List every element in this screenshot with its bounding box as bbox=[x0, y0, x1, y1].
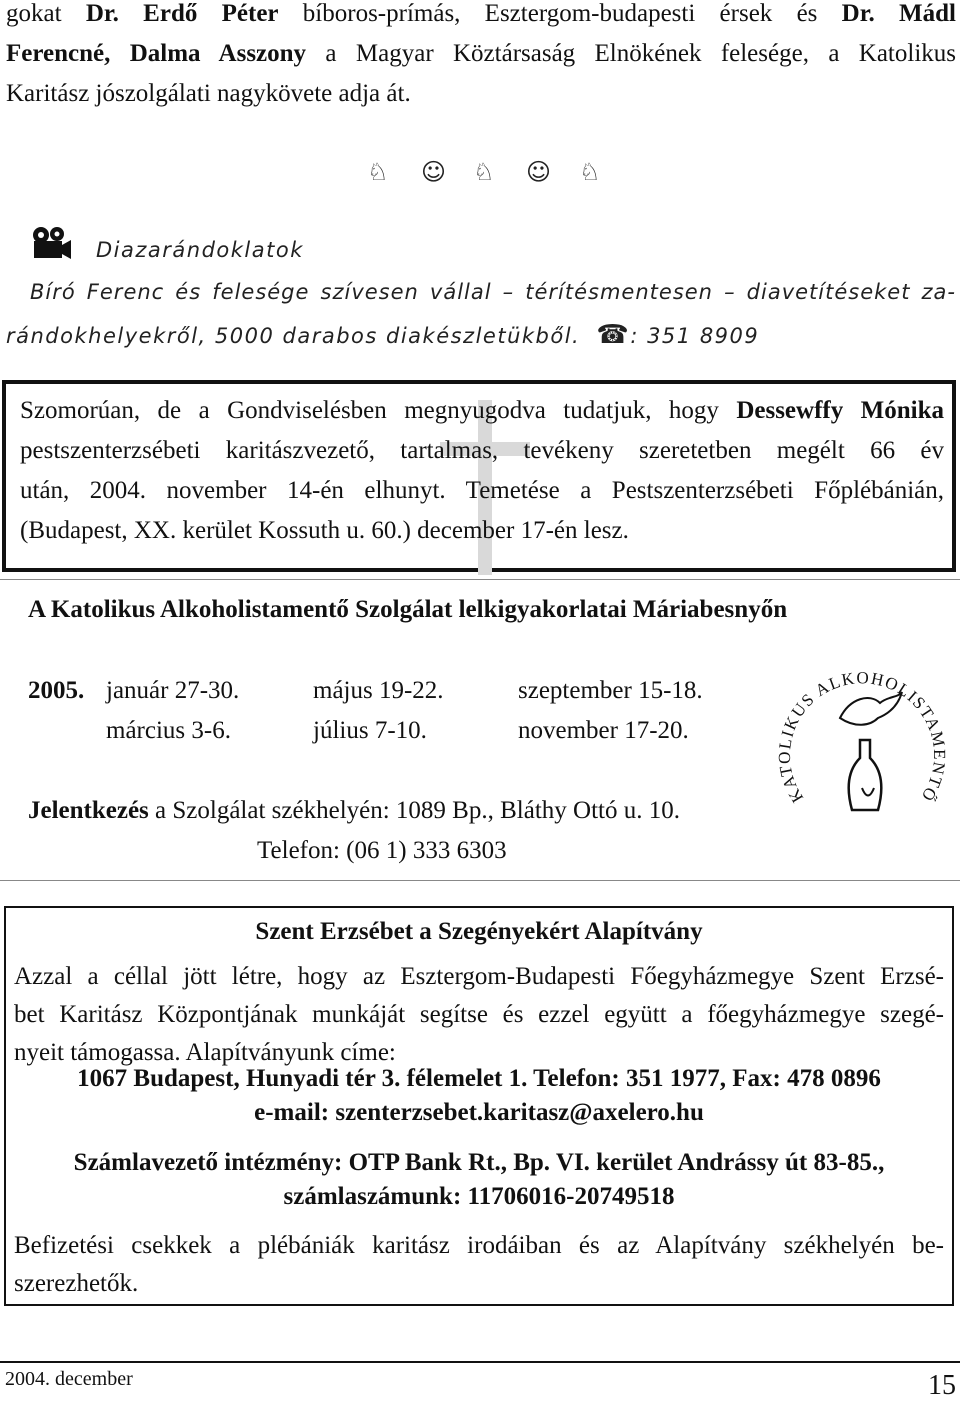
diaz-line-2: rándokhelyekről, 5000 darabos diakészletükből. ☎: 351 8909 bbox=[6, 320, 760, 350]
logo-text: KATOLIKUS ALKOHOLISTAMENTŐ bbox=[774, 668, 950, 806]
mourning-line-1: Szomorúan, de a Gondviselésben megnyugodva tudatjuk, hogy Dessewffy Mónika bbox=[20, 397, 944, 424]
telephone-icon: ☎ bbox=[596, 320, 631, 350]
intro-line-3: Karitász jószolgálati nagykövete adja át. bbox=[6, 80, 411, 107]
camp-date: november 17-20. bbox=[518, 717, 689, 744]
camp-date: július 7-10. bbox=[313, 717, 427, 744]
foundation-address: 1067 Budapest, Hunyadi tér 3. félemelet 1. Telefon: 351 1977, Fax: 478 0896 bbox=[77, 1065, 881, 1092]
mourning-line-2: pestszenterzsébeti karitászvezető, tartalmas, tevékeny szeretetben megélt 66 év bbox=[20, 437, 944, 464]
knight-icon: ♘ bbox=[367, 158, 389, 186]
alkoholistamento-logo bbox=[770, 648, 960, 838]
camp-date: március 3-6. bbox=[106, 717, 231, 744]
foundation-paragraph-2 bbox=[14, 1227, 944, 1303]
mourning-line-3: után, 2004. november 14-én elhunyt. Temetése a Pestszenterzsébeti Főplébánián, bbox=[20, 477, 944, 504]
film-camera-icon bbox=[30, 226, 72, 262]
footer-rule bbox=[0, 1361, 960, 1363]
camp-phone: Telefon: (06 1) 333 6303 bbox=[257, 837, 507, 864]
camp-heading: A Katolikus Alkoholistamentő Szolgálat lelkigyakorlatai Máriabesnyőn bbox=[28, 596, 788, 623]
camp-apply: Jelentkezés a Szolgálat székhelyén: 1089 Bp., Bláthy Ottó u. 10. bbox=[28, 797, 680, 824]
diaz-title: Diazarándoklatok bbox=[96, 238, 304, 262]
mourning-line-4: (Budapest, XX. kerület Kossuth u. 60.) december 17-én lesz. bbox=[20, 517, 629, 544]
camp-date: szeptember 15-18. bbox=[518, 677, 703, 704]
knight-icon: ♘ bbox=[579, 158, 601, 186]
divider bbox=[0, 579, 960, 580]
smiley-icon: ☺ bbox=[526, 158, 552, 186]
foundation-title: Szent Erzsébet a Szegényekért Alapítvány bbox=[255, 918, 703, 945]
foundation-bank: Számlavezető intézmény: OTP Bank Rt., Bp. VI. kerület Andrássy út 83-85., bbox=[73, 1149, 885, 1176]
page-number: 15 bbox=[928, 1370, 956, 1401]
foundation-line: nyeit támogassa. Alapítványunk címe: bbox=[14, 1039, 396, 1066]
foundation-account: számlaszámunk: 11706016-20749518 bbox=[283, 1183, 675, 1210]
smiley-icon: ☺ bbox=[421, 158, 447, 186]
footer-date: 2004. december bbox=[5, 1368, 133, 1390]
camp-year: 2005. bbox=[28, 677, 85, 704]
foundation-line: Azzal a céllal jött létre, hogy az Esztergom-Budapesti Főegyházmegye Szent Erzsé- bbox=[14, 963, 944, 990]
diaz-line-1: Bíró Ferenc és felesége szívesen vállal – térítésmentesen – diavetítéseket za- bbox=[30, 280, 956, 304]
knight-icon: ♘ bbox=[473, 158, 495, 186]
foundation-email: e-mail: szenterzsebet.karitasz@axelero.hu bbox=[254, 1099, 704, 1126]
camp-date: január 27-30. bbox=[106, 677, 240, 704]
diaz-phone: : 351 8909 bbox=[630, 324, 760, 348]
divider bbox=[0, 880, 960, 881]
intro-line-2: Ferencné, Dalma Asszony a Magyar Köztársaság Elnökének felesége, a Katolikus bbox=[6, 40, 956, 67]
intro-line-1: gokat Dr. Erdő Péter bíboros-prímás, Esztergom-budapesti érsek és Dr. Mádl bbox=[6, 0, 956, 27]
camp-date: május 19-22. bbox=[313, 677, 444, 704]
mourning-text bbox=[20, 391, 944, 551]
foundation-line: bet Karitász Központjának munkáját segítse és ezzel együtt a főegyházmegye szegé- bbox=[14, 1001, 944, 1028]
intro-paragraph bbox=[6, 0, 956, 114]
foundation-paragraph bbox=[14, 958, 944, 1072]
foundation-line: Befizetési csekkek a plébániák karitász irodáiban és az Alapítvány székhelyén be- bbox=[14, 1232, 944, 1259]
foundation-line: szerezhetők. bbox=[14, 1270, 139, 1297]
svg-text:KATOLIKUS ALKOHOLISTAMENTŐ SZO bbox=[770, 648, 949, 806]
